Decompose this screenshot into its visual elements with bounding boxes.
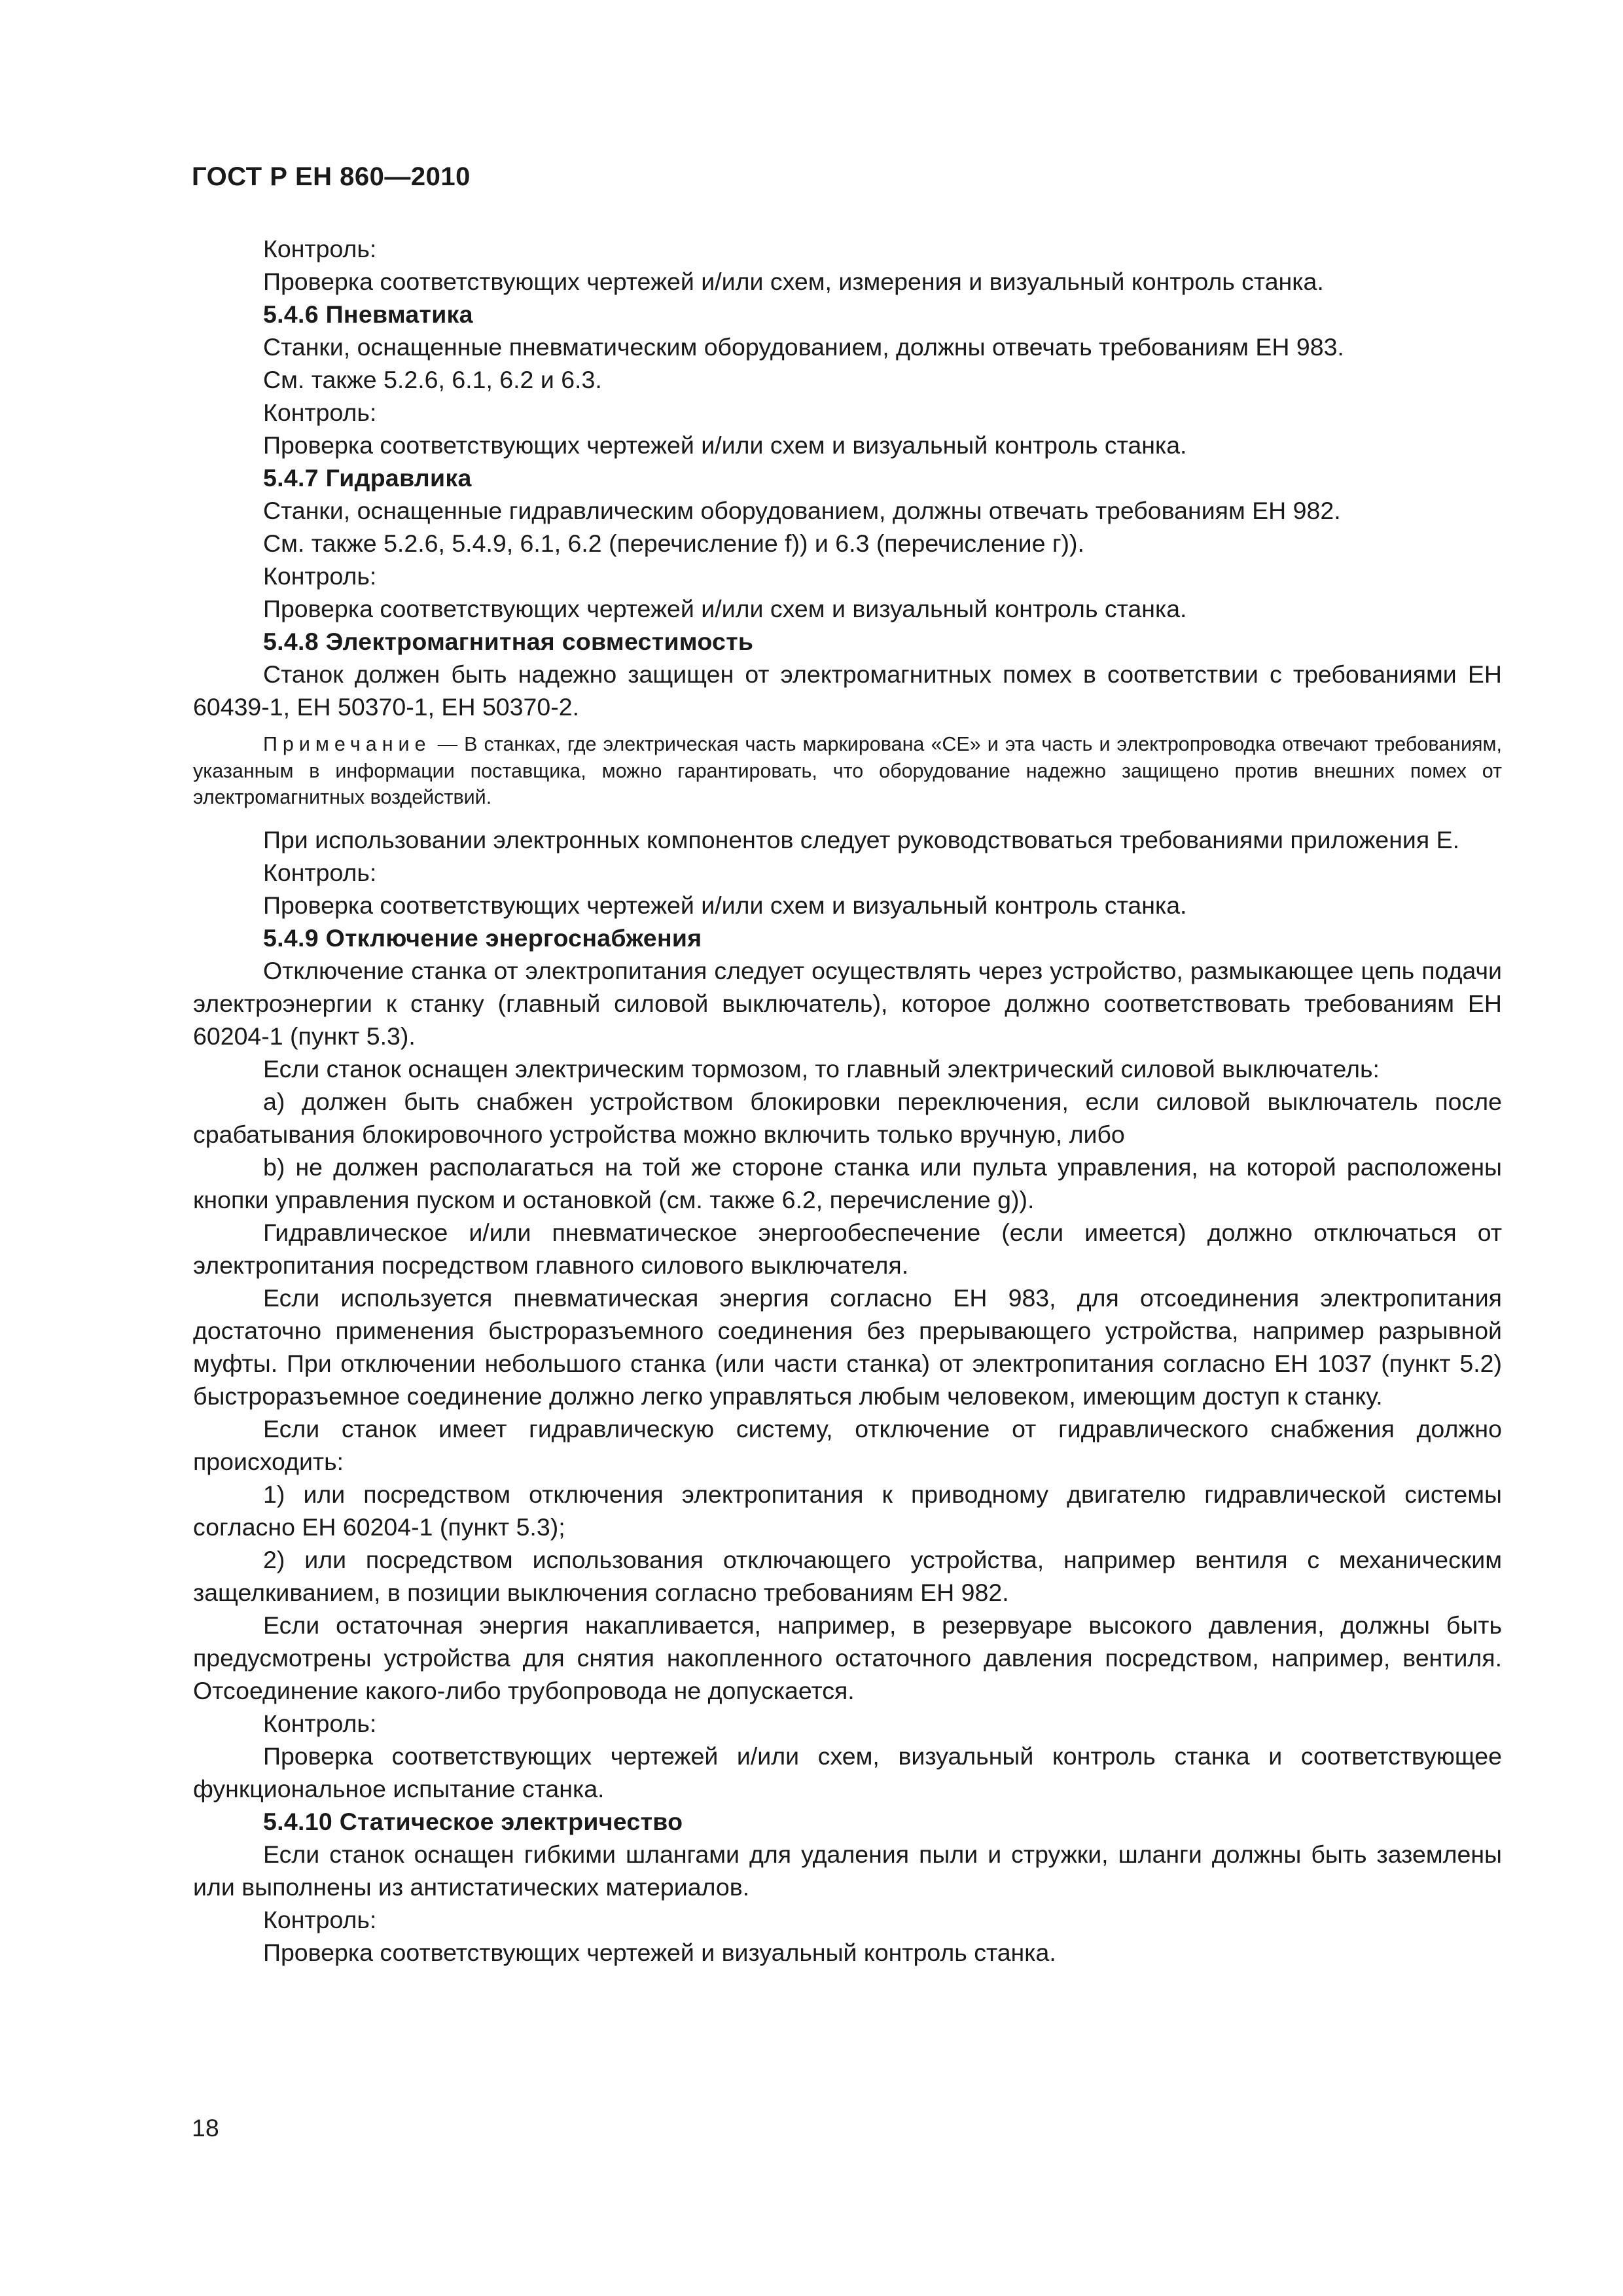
paragraph: Гидравлическое и/или пневматическое энергообеспечение (если имеется) должно отключаться от электропитания посредством главного силового выключателя.: [193, 1218, 1502, 1279]
page-number: 18: [192, 2114, 219, 2142]
document-header: ГОСТ Р ЕН 860—2010: [192, 162, 471, 191]
note-label: Примечание: [263, 733, 431, 755]
paragraph: Если станок имеет гидравлическую систему, отключение от гидравлического снабжения должно происходить:: [193, 1414, 1502, 1475]
section-heading-5-4-6: 5.4.6 Пневматика: [263, 300, 473, 328]
control-label: Контроль:: [263, 1709, 377, 1737]
paragraph: При использовании электронных компонентов следует руководствоваться требованиями приложения Е.: [263, 825, 1460, 853]
page-body: [193, 232, 1502, 1969]
paragraph: Если остаточная энергия накапливается, например, в резервуаре высокого давления, должны быть предусмотрены устройства для снятия накопленного остаточного давления посредством, например, вентиля. Отсоединение какого-либо трубопровода не допускается.: [193, 1611, 1502, 1704]
paragraph: См. также 5.2.6, 6.1, 6.2 и 6.3.: [263, 366, 602, 393]
note: [193, 731, 1502, 811]
paragraph: Проверка соответствующих чертежей и визуальный контроль станка.: [263, 1938, 1056, 1966]
paragraph: Станки, оснащенные пневматическим оборудованием, должны отвечать требованиям ЕН 983.: [263, 333, 1344, 361]
section-heading-5-4-9: 5.4.9 Отключение энергоснабжения: [263, 924, 702, 952]
paragraph: Проверка соответствующих чертежей и/или схем, визуальный контроль станка и соответствующее функциональное испытание станка.: [193, 1742, 1502, 1803]
paragraph: Если используется пневматическая энергия согласно ЕН 983, для отсоединения электропитания достаточно применения быстроразъемного соединения без прерывающего устройства, например разрывной муфты. При отключении небольшого станка (или части станка) от электропитания согласно ЕН 1037 (пункт 5.2) быстроразъемное соединение должно легко управляться любым человеком, имеющим доступ к станку.: [193, 1283, 1502, 1410]
control-label: Контроль:: [263, 399, 377, 426]
paragraph: Проверка соответствующих чертежей и/или схем, измерения и визуальный контроль станка.: [263, 268, 1324, 295]
paragraph: Если станок оснащен гибкими шлангами для удаления пыли и стружки, шланги должны быть заземлены или выполнены из антистатических материалов.: [193, 1840, 1502, 1901]
control-label: Контроль:: [263, 235, 377, 262]
control-label: Контроль:: [263, 1905, 377, 1933]
paragraph: См. также 5.2.6, 5.4.9, 6.1, 6.2 (перечисление f)) и 6.3 (перечисление г)).: [263, 529, 1084, 557]
section-heading-5-4-8: 5.4.8 Электромагнитная совместимость: [263, 628, 754, 655]
control-label: Контроль:: [263, 858, 377, 886]
paragraph: Проверка соответствующих чертежей и/или схем и визуальный контроль станка.: [263, 431, 1187, 459]
paragraph: Отключение станка от электропитания следует осуществлять через устройство, размыкающее цепь подачи электроэнергии к станку (главный силовой выключатель), которое должно соответствовать требованиям ЕН 60204-1 (пункт 5.3).: [193, 956, 1502, 1050]
list-item: 1) или посредством отключения электропитания к приводному двигателю гидравлической системы согласно ЕН 60204-1 (пункт 5.3);: [193, 1480, 1502, 1541]
paragraph: Станки, оснащенные гидравлическим оборудованием, должны отвечать требованиям ЕН 982.: [263, 497, 1341, 524]
list-item: a) должен быть снабжен устройством блокировки переключения, если силовой выключатель после срабатывания блокировочного устройства можно включить только вручную, либо: [193, 1087, 1502, 1148]
paragraph: Проверка соответствующих чертежей и/или схем и визуальный контроль станка.: [263, 891, 1187, 919]
section-heading-5-4-7: 5.4.7 Гидравлика: [263, 464, 472, 492]
list-item: b) не должен располагаться на той же стороне станка или пульта управления, на которой расположены кнопки управления пуском и остановкой (см. также 6.2, перечисление g)).: [193, 1153, 1502, 1213]
section-heading-5-4-10: 5.4.10 Статическое электричество: [263, 1807, 683, 1835]
list-item: 2) или посредством использования отключающего устройства, например вентиля с механическим защелкиванием, в позиции выключения согласно требованиям ЕН 982.: [193, 1545, 1502, 1606]
paragraph: Если станок оснащен электрическим тормозом, то главный электрический силовой выключатель:: [263, 1054, 1380, 1083]
paragraph: Проверка соответствующих чертежей и/или схем и визуальный контроль станка.: [263, 595, 1187, 622]
paragraph: Станок должен быть надежно защищен от электромагнитных помех в соответствии с требованиями ЕН 60439-1, ЕН 50370-1, ЕН 50370-2.: [193, 660, 1502, 721]
control-label: Контроль:: [263, 562, 377, 590]
note-text: — В станках, где электрическая часть маркирована «СЕ» и эта часть и электропроводка отвечают требованиям, указанным в информации поставщика, можно гарантировать, что оборудование надежно защищено против внешних помех от электромагнитных воздействий.: [193, 733, 1502, 808]
